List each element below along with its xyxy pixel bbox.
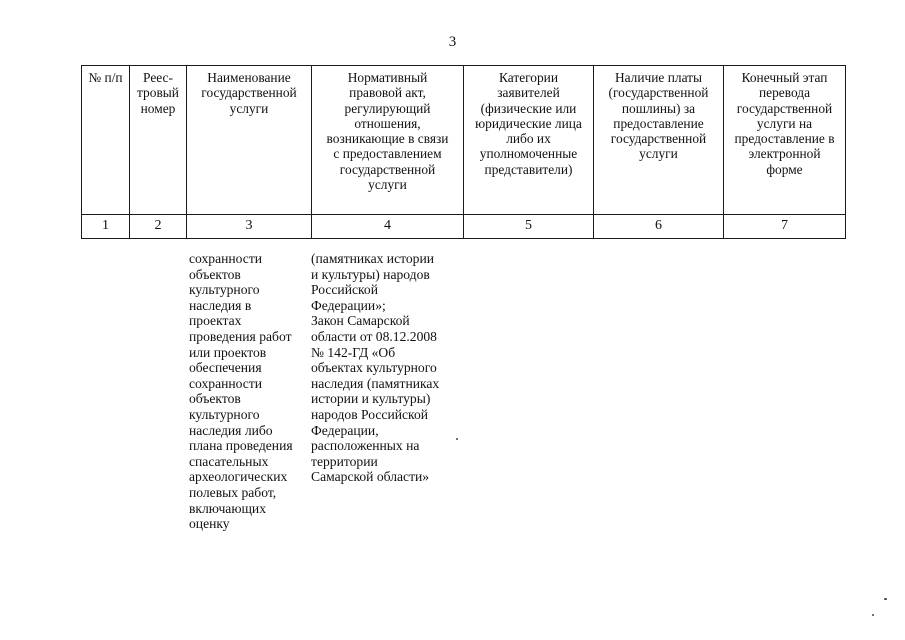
column-number-cell: 3	[187, 215, 312, 239]
legal-act-continuation: (памятниках истории и культуры) народов Российской Федерации»; Закон Самарской области от 08.12.2008 № 142-ГД «Об объектах культурного наследия (памятниках истории и культуры) народов Российской Федерации, расположенных на территории Самарской области»	[311, 251, 440, 485]
header-cell-number: № п/п	[82, 66, 130, 215]
scan-speck	[884, 598, 887, 600]
header-cell-applicant-categories: Категории заявителей (физические или юридические лица либо их уполномоченные представители)	[464, 66, 594, 215]
header-cell-fee: Наличие платы (государственной пошлины) за предоставление государственной услуги	[594, 66, 724, 215]
header-row	[82, 66, 846, 215]
page-number: 3	[448, 34, 457, 50]
header-cell-service-name: Наименование государственной услуги	[187, 66, 312, 215]
header-cell-final-stage: Конечный этап перевода государственной услуги на предоставление в электронной форме	[724, 66, 846, 215]
column-number-cell: 6	[594, 215, 724, 239]
services-table-header	[81, 65, 846, 239]
column-number-row	[82, 215, 846, 239]
header-cell-registry-number: Реес- тровый номер	[130, 66, 187, 215]
column-number-cell: 2	[130, 215, 187, 239]
column-number-cell: 1	[82, 215, 130, 239]
header-cell-legal-act: Нормативный правовой акт, регулирующий отношения, возникающие в связи с предоставлением государственной услуги	[312, 66, 464, 215]
service-name-continuation: сохранности объектов культурного наследия в проектах проведения работ или проектов обеспечения сохранности объектов культурного наследия либо плана проведения спасательных археологических полевых работ, включающих оценку	[189, 251, 293, 532]
scan-speck	[456, 438, 458, 440]
column-number-cell: 7	[724, 215, 846, 239]
column-number-cell: 5	[464, 215, 594, 239]
scan-speck	[872, 614, 874, 616]
column-number-cell: 4	[312, 215, 464, 239]
